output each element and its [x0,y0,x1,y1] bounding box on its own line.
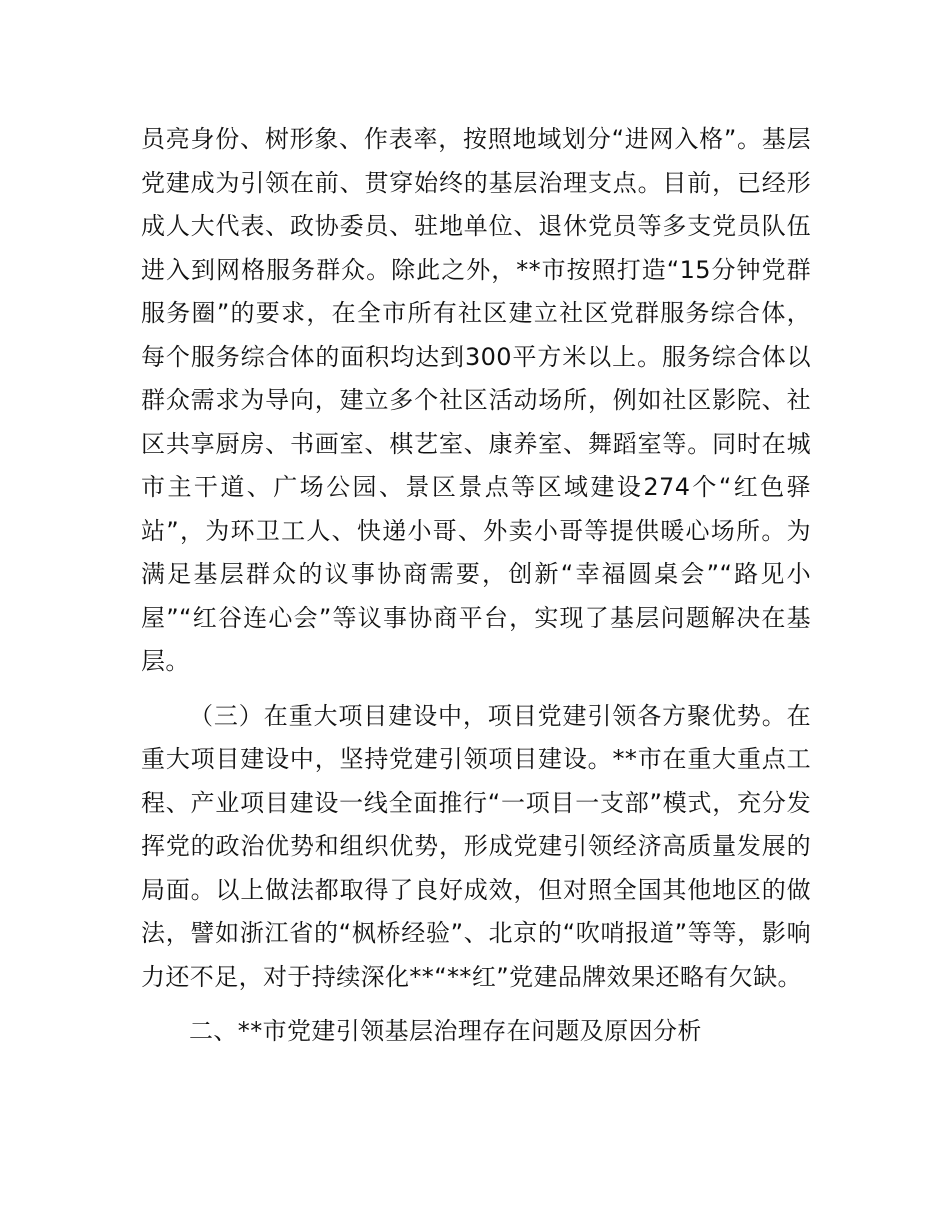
body-paragraph-1: 员亮身份、树形象、作表率，按照地域划分“进网入格”。基层党建成为引领在前、贯穿始终的基层治理支点。目前，已经形成人大代表、政协委员、驻地单位、退休党员等多支党员队伍进入到网格服务群众。除此之外，**市按照打造“15分钟党群服务圈”的要求，在全市所有社区建立社区党群服务综合体，每个服务综合体的面积均达到300平方米以上。服务综合体以群众需求为导向，建立多个社区活动场所，例如社区影院、社区共享厨房、书画室、棋艺室、康养室、舞蹈室等。同时在城市主干道、广场公园、景区景点等区域建设274个“红色驿站”，为环卫工人、快递小哥、外卖小哥等提供暖心场所。为满足基层群众的议事协商需要，创新“幸福圆桌会”“路见小屋”“红谷连心会”等议事协商平台，实现了基层问题解决在基层。 [141,125,811,675]
section-heading: 二、**市党建引领基层治理存在问题及原因分析 [189,1017,702,1045]
document-body [141,118,811,1054]
body-paragraph-2: （三）在重大项目建设中，项目党建引领各方聚优势。在重大项目建设中，坚持党建引领项目建设。**市在重大重点工程、产业项目建设一线全面推行“一项目一支部”模式，充分发挥党的政治优势和组织优势，形成党建引领经济高质量发展的局面。以上做法都取得了良好成效，但对照全国其他地区的做法，譬如浙江省的“枫桥经验”、北京的“吹哨报道”等等，影响力还不足，对于持续深化**“**红”党建品牌效果还略有欠缺。 [141,701,811,991]
